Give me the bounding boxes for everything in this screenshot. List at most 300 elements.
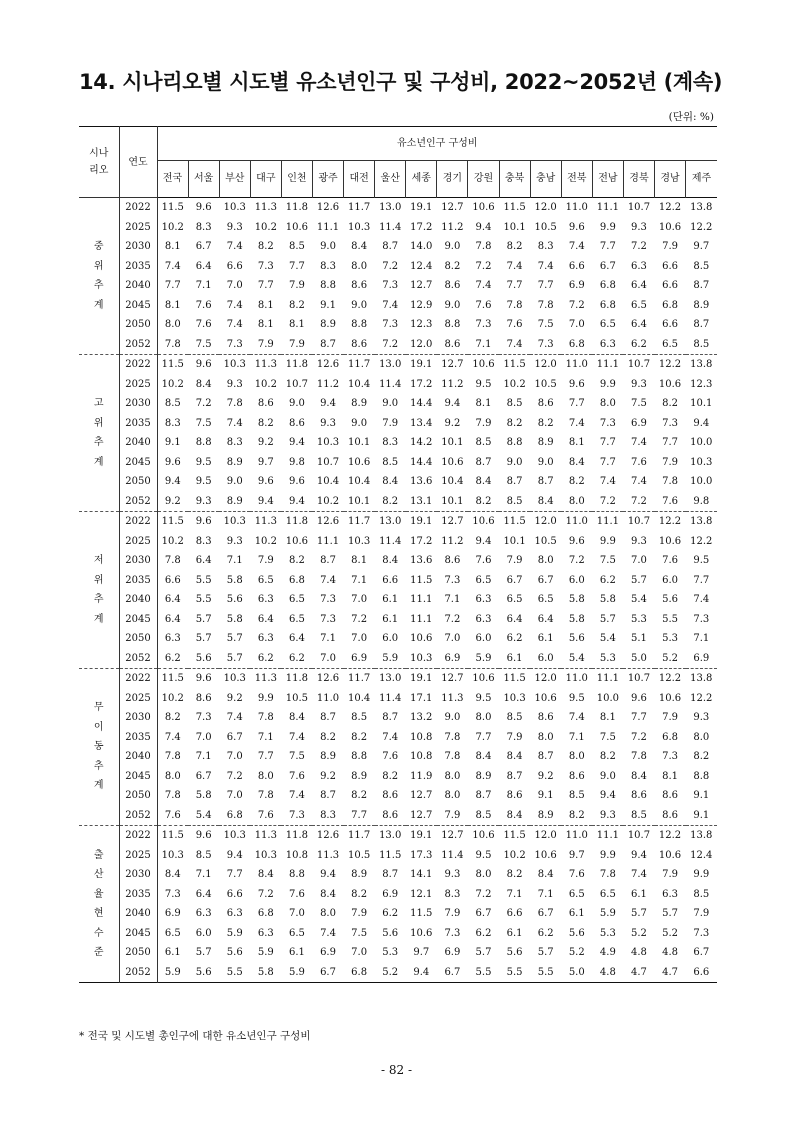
year-cell: 2050	[119, 629, 157, 649]
value-cell: 5.7	[195, 613, 212, 625]
value-cell: 7.7	[599, 241, 616, 252]
value-cell: 7.3	[693, 613, 710, 625]
value-cell: 8.6	[351, 280, 368, 291]
value-cell: 12.4	[410, 260, 433, 272]
value-cell: 7.1	[195, 280, 212, 291]
value-cell: 7.4	[568, 417, 585, 429]
table-row	[79, 257, 717, 277]
value-cell: 8.4	[382, 476, 399, 487]
value-cell: 7.3	[320, 613, 336, 625]
value-cell: 7.8	[257, 790, 274, 801]
year-cell: 2050	[119, 472, 157, 492]
value-cell: 7.3	[226, 338, 243, 350]
table-row	[79, 551, 717, 571]
value-cell: 10.7	[627, 202, 651, 213]
value-cell: 5.8	[195, 790, 212, 801]
value-cell: 8.4	[631, 770, 647, 782]
value-cell: 7.6	[475, 299, 492, 311]
value-cell: 5.8	[568, 594, 585, 605]
value-cell: 6.3	[631, 260, 647, 272]
value-cell: 5.2	[631, 927, 647, 939]
value-cell: 7.2	[226, 770, 243, 782]
value-cell: 8.3	[195, 221, 212, 233]
value-cell: 10.3	[347, 535, 371, 547]
value-cell: 12.2	[655, 669, 686, 689]
value-cell: 9.4	[320, 398, 336, 409]
value-cell: 9.4	[444, 398, 461, 409]
value-cell: 11.7	[344, 355, 375, 375]
table-row	[79, 414, 717, 434]
value-cell: 7.3	[475, 319, 492, 330]
value-cell: 9.9	[257, 692, 274, 704]
value-cell: 7.7	[288, 260, 305, 272]
value-cell: 5.3	[631, 613, 647, 625]
table-row	[79, 472, 717, 492]
value-cell: 6.6	[662, 260, 678, 272]
year-cell: 2022	[119, 826, 157, 846]
value-cell: 6.1	[537, 633, 554, 644]
value-cell: 8.2	[599, 751, 616, 762]
value-cell: 8.8	[506, 437, 523, 448]
value-cell: 8.4	[475, 476, 492, 487]
value-cell: 8.9	[475, 770, 492, 782]
value-cell: 10.2	[161, 378, 184, 390]
table-row	[79, 237, 717, 257]
value-cell: 10.7	[623, 826, 654, 846]
value-cell: 6.3	[195, 908, 212, 919]
value-cell: 9.9	[693, 869, 710, 880]
value-cell: 6.2	[475, 927, 492, 939]
value-cell: 8.6	[444, 338, 461, 350]
value-cell: 5.3	[599, 652, 616, 664]
value-cell: 8.5	[506, 712, 523, 723]
value-cell: 5.4	[195, 809, 212, 821]
value-cell: 7.6	[195, 299, 212, 311]
table-row	[79, 375, 717, 395]
value-cell: 7.4	[320, 927, 336, 939]
value-cell: 8.7	[475, 790, 492, 801]
value-cell: 8.6	[351, 338, 368, 350]
value-cell: 6.9	[351, 652, 368, 664]
value-cell: 8.0	[351, 260, 368, 272]
value-cell: 9.4	[288, 437, 305, 448]
value-cell: 11.2	[441, 378, 464, 390]
value-cell: 9.5	[693, 555, 710, 566]
value-cell: 12.7	[410, 809, 433, 821]
value-cell: 8.2	[568, 809, 585, 821]
scenario-label: 고 위 추 계	[79, 355, 119, 512]
value-cell: 5.5	[226, 966, 243, 978]
value-cell: 10.1	[503, 221, 526, 233]
value-cell: 8.0	[599, 398, 616, 409]
value-cell: 7.3	[320, 594, 336, 605]
value-cell: 10.1	[347, 495, 371, 507]
value-cell: 6.0	[537, 652, 554, 664]
year-cell: 2050	[119, 943, 157, 963]
value-cell: 8.1	[662, 770, 678, 782]
value-cell: 10.6	[410, 633, 433, 644]
year-cell: 2052	[119, 649, 157, 669]
value-cell: 7.3	[164, 888, 181, 900]
value-cell: 9.9	[599, 378, 616, 390]
value-cell: 7.0	[226, 751, 243, 762]
value-cell: 19.1	[406, 512, 437, 532]
value-cell: 11.5	[503, 202, 526, 213]
value-cell: 8.1	[475, 398, 492, 409]
value-cell: 8.4	[257, 869, 274, 880]
value-cell: 11.7	[344, 669, 375, 689]
value-cell: 6.6	[662, 280, 678, 291]
value-cell: 8.9	[351, 869, 368, 880]
value-cell: 10.8	[410, 731, 433, 743]
value-cell: 6.9	[320, 947, 336, 958]
value-cell: 9.3	[631, 378, 647, 390]
value-cell: 9.3	[444, 869, 461, 880]
value-cell: 5.5	[475, 966, 492, 978]
value-cell: 5.6	[662, 594, 678, 605]
value-cell: 9.3	[226, 378, 243, 390]
value-cell: 8.2	[351, 888, 368, 900]
year-cell: 2045	[119, 767, 157, 787]
value-cell: 8.9	[226, 495, 243, 507]
value-cell: 8.2	[257, 241, 274, 252]
value-cell: 8.8	[444, 319, 461, 330]
value-cell: 12.6	[312, 512, 343, 532]
value-cell: 6.3	[599, 338, 616, 350]
value-cell: 10.2	[161, 535, 184, 547]
value-cell: 10.2	[503, 378, 526, 390]
value-cell: 12.3	[690, 378, 713, 390]
table-row	[79, 846, 717, 866]
value-cell: 17.2	[410, 221, 433, 233]
value-cell: 12.4	[690, 849, 713, 861]
value-cell: 13.1	[410, 495, 433, 507]
value-cell: 5.7	[631, 574, 647, 586]
value-cell: 7.7	[568, 398, 585, 409]
value-cell: 5.2	[382, 966, 399, 978]
value-cell: 6.4	[631, 280, 647, 291]
value-cell: 8.3	[537, 241, 554, 252]
value-cell: 7.8	[444, 751, 461, 762]
value-cell: 6.9	[693, 652, 710, 664]
year-cell: 2035	[119, 571, 157, 591]
value-cell: 7.9	[506, 731, 523, 743]
value-cell: 6.8	[288, 574, 305, 586]
table-row	[79, 786, 717, 806]
value-cell: 9.0	[382, 398, 399, 409]
value-cell: 10.2	[254, 221, 277, 233]
value-cell: 11.1	[596, 202, 619, 213]
value-cell: 6.7	[195, 241, 212, 252]
value-cell: 8.1	[568, 437, 585, 448]
value-cell: 4.7	[631, 966, 647, 978]
value-cell: 6.1	[631, 888, 647, 900]
value-cell: 5.4	[599, 633, 616, 644]
value-cell: 7.7	[693, 574, 710, 586]
year-cell: 2040	[119, 747, 157, 767]
value-cell: 10.6	[658, 535, 682, 547]
value-cell: 13.0	[375, 355, 406, 375]
value-cell: 10.6	[658, 849, 682, 861]
value-cell: 7.5	[631, 398, 647, 409]
value-cell: 5.6	[382, 927, 399, 939]
value-cell: 5.5	[537, 966, 554, 978]
value-cell: 10.6	[468, 512, 499, 532]
value-cell: 6.5	[506, 594, 523, 605]
value-cell: 7.8	[631, 751, 647, 762]
region-header: 제주	[686, 161, 717, 198]
table-row	[79, 865, 717, 885]
value-cell: 10.6	[410, 927, 433, 939]
value-cell: 7.3	[444, 574, 461, 586]
value-cell: 7.9	[506, 555, 523, 566]
table-row	[79, 963, 717, 983]
value-cell: 8.5	[693, 888, 710, 900]
value-cell: 17.2	[410, 535, 433, 547]
value-cell: 8.0	[568, 751, 585, 762]
value-cell: 6.8	[257, 908, 274, 919]
value-cell: 17.1	[410, 692, 433, 704]
value-cell: 10.3	[161, 849, 184, 861]
value-cell: 13.0	[379, 202, 402, 213]
value-cell: 7.9	[662, 869, 678, 880]
value-cell: 9.9	[599, 849, 616, 861]
year-cell: 2022	[119, 512, 157, 532]
value-cell: 11.5	[157, 826, 188, 846]
value-cell: 6.6	[226, 260, 243, 272]
value-cell: 8.5	[693, 260, 710, 272]
value-cell: 9.6	[568, 535, 585, 547]
value-cell: 8.9	[351, 770, 368, 782]
value-cell: 10.6	[472, 202, 495, 213]
value-cell: 9.1	[693, 809, 710, 821]
value-cell: 10.6	[534, 692, 557, 704]
value-cell: 8.6	[257, 398, 274, 409]
region-header: 충남	[530, 161, 561, 198]
year-cell: 2025	[119, 375, 157, 395]
value-cell: 6.7	[537, 908, 554, 919]
value-cell: 10.8	[285, 849, 309, 861]
value-cell: 14.4	[410, 398, 433, 409]
value-cell: 9.6	[188, 512, 219, 532]
value-cell: 7.4	[475, 280, 492, 291]
value-cell: 8.4	[506, 809, 523, 821]
value-cell: 8.8	[351, 751, 368, 762]
region-header: 경기	[437, 161, 468, 198]
value-cell: 7.0	[288, 908, 305, 919]
value-cell: 7.8	[537, 299, 554, 311]
value-cell: 8.5	[351, 712, 368, 723]
value-cell: 7.8	[164, 751, 181, 762]
value-cell: 11.1	[410, 613, 433, 625]
year-cell: 2052	[119, 963, 157, 983]
year-cell: 2052	[119, 806, 157, 826]
value-cell: 5.3	[599, 927, 616, 939]
value-cell: 8.7	[320, 790, 336, 801]
value-cell: 7.3	[288, 809, 305, 821]
value-cell: 5.7	[195, 633, 212, 644]
value-cell: 13.8	[686, 512, 717, 532]
value-cell: 6.2	[257, 652, 274, 664]
value-cell: 7.8	[164, 338, 181, 350]
value-cell: 5.6	[195, 966, 212, 978]
value-cell: 6.9	[382, 888, 399, 900]
value-cell: 8.8	[320, 280, 336, 291]
value-cell: 9.8	[693, 495, 710, 507]
value-cell: 5.7	[226, 652, 243, 664]
value-cell: 6.4	[195, 555, 212, 566]
value-cell: 9.2	[320, 770, 336, 782]
value-cell: 12.6	[312, 826, 343, 846]
value-cell: 8.3	[164, 417, 181, 429]
value-cell: 7.1	[195, 751, 212, 762]
value-cell: 8.0	[693, 731, 710, 743]
value-cell: 6.9	[568, 280, 585, 291]
value-cell: 8.2	[288, 299, 305, 311]
value-cell: 8.6	[568, 770, 585, 782]
value-cell: 7.4	[599, 476, 616, 487]
value-cell: 10.5	[534, 378, 557, 390]
value-cell: 7.5	[351, 927, 368, 939]
value-cell: 8.9	[320, 751, 336, 762]
value-cell: 7.4	[288, 790, 305, 801]
value-cell: 11.0	[565, 202, 588, 213]
value-cell: 8.6	[662, 809, 678, 821]
value-cell: 10.6	[534, 849, 557, 861]
value-cell: 5.7	[631, 908, 647, 919]
value-cell: 5.3	[382, 947, 399, 958]
value-cell: 5.6	[226, 594, 243, 605]
value-cell: 7.6	[506, 319, 523, 330]
value-cell: 10.4	[347, 476, 371, 487]
value-cell: 8.5	[693, 338, 710, 350]
value-cell: 13.6	[410, 555, 433, 566]
value-cell: 7.7	[475, 731, 492, 743]
value-cell: 5.5	[195, 594, 212, 605]
value-cell: 8.9	[537, 809, 554, 821]
value-cell: 10.2	[161, 692, 184, 704]
region-header: 전북	[561, 161, 592, 198]
value-cell: 11.5	[157, 669, 188, 689]
value-cell: 7.2	[631, 241, 647, 252]
value-cell: 6.2	[164, 652, 181, 664]
value-cell: 5.0	[631, 652, 647, 664]
year-cell: 2052	[119, 492, 157, 512]
value-cell: 7.2	[475, 888, 492, 900]
value-cell: 9.0	[320, 241, 336, 252]
value-cell: 6.6	[382, 574, 399, 586]
value-cell: 7.4	[506, 260, 523, 272]
value-cell: 12.7	[437, 512, 468, 532]
region-header: 경남	[655, 161, 686, 198]
value-cell: 6.9	[631, 417, 647, 429]
value-cell: 8.9	[537, 437, 554, 448]
value-cell: 10.6	[285, 221, 309, 233]
value-cell: 6.4	[537, 613, 554, 625]
value-cell: 12.0	[530, 355, 561, 375]
value-cell: 13.2	[410, 712, 433, 723]
value-cell: 6.8	[351, 966, 368, 978]
value-cell: 9.7	[693, 241, 710, 252]
value-cell: 8.8	[693, 770, 710, 782]
table-row	[79, 355, 717, 375]
value-cell: 11.7	[344, 512, 375, 532]
value-cell: 11.1	[592, 826, 623, 846]
value-cell: 7.6	[662, 555, 678, 566]
table-row	[79, 218, 717, 238]
value-cell: 6.8	[226, 809, 243, 821]
value-cell: 9.4	[257, 495, 274, 507]
value-cell: 6.7	[693, 947, 710, 958]
value-cell: 14.4	[410, 456, 433, 468]
value-cell: 8.5	[506, 495, 523, 507]
value-cell: 8.6	[444, 280, 461, 291]
scenario-group	[79, 669, 717, 826]
value-cell: 9.3	[631, 535, 647, 547]
region-header: 울산	[375, 161, 406, 198]
value-cell: 8.2	[506, 869, 523, 880]
year-cell: 2022	[119, 198, 157, 218]
value-cell: 8.2	[320, 731, 336, 743]
region-header: 인천	[281, 161, 312, 198]
table-header	[79, 127, 717, 198]
value-cell: 7.3	[382, 280, 399, 291]
value-cell: 6.0	[382, 633, 399, 644]
value-cell: 12.6	[312, 355, 343, 375]
value-cell: 10.6	[468, 669, 499, 689]
value-cell: 5.9	[599, 908, 616, 919]
value-cell: 10.5	[534, 535, 557, 547]
value-cell: 11.0	[561, 355, 592, 375]
table-row	[79, 806, 717, 826]
value-cell: 7.7	[537, 280, 554, 291]
value-cell: 7.3	[599, 417, 616, 429]
value-cell: 14.2	[410, 437, 433, 448]
value-cell: 6.0	[662, 574, 678, 586]
value-cell: 7.5	[599, 555, 616, 566]
value-cell: 7.2	[568, 299, 585, 311]
value-cell: 8.4	[164, 869, 181, 880]
value-cell: 8.8	[195, 437, 212, 448]
value-cell: 9.5	[475, 849, 492, 861]
value-cell: 11.4	[379, 378, 402, 390]
value-cell: 7.0	[568, 319, 585, 330]
value-cell: 7.6	[164, 809, 181, 821]
table-row	[79, 433, 717, 453]
value-cell: 9.9	[599, 535, 616, 547]
value-cell: 8.1	[599, 712, 616, 723]
value-cell: 8.0	[444, 770, 461, 782]
value-cell: 10.1	[503, 535, 526, 547]
value-cell: 9.3	[226, 221, 243, 233]
value-cell: 4.8	[599, 966, 616, 978]
value-cell: 8.2	[568, 476, 585, 487]
value-cell: 7.7	[599, 456, 616, 468]
value-cell: 11.5	[410, 908, 433, 919]
value-cell: 7.1	[320, 633, 336, 644]
value-cell: 5.9	[288, 966, 305, 978]
value-cell: 9.0	[599, 770, 616, 782]
value-cell: 8.5	[631, 809, 647, 821]
value-cell: 13.8	[686, 826, 717, 846]
value-cell: 6.3	[257, 633, 274, 644]
value-cell: 9.0	[288, 398, 305, 409]
value-cell: 7.1	[351, 574, 368, 586]
value-cell: 7.8	[164, 790, 181, 801]
value-cell: 8.0	[164, 770, 181, 782]
value-cell: 8.0	[568, 495, 585, 507]
value-cell: 8.2	[475, 495, 492, 507]
